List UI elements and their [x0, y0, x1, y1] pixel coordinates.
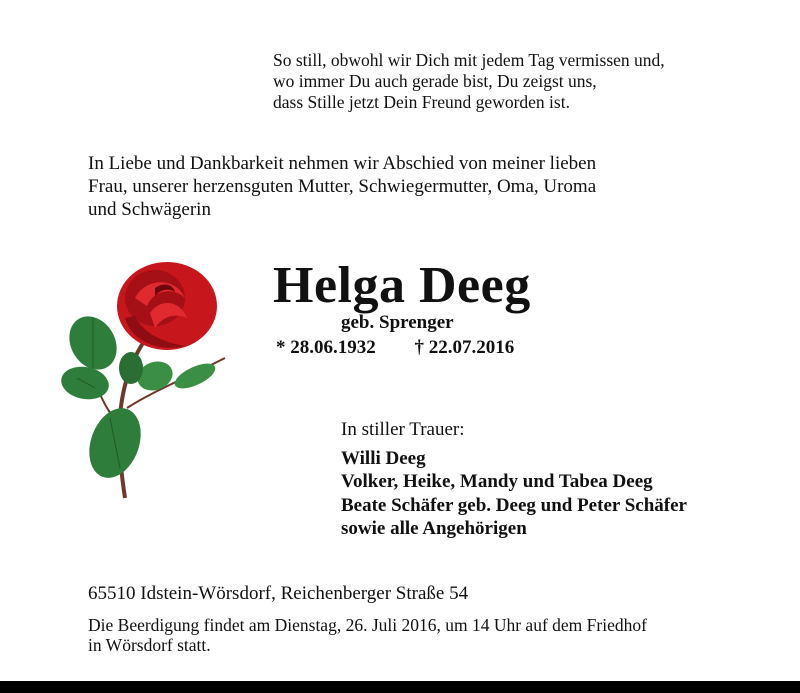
mourner-name: Volker, Heike, Mandy und Tabea Deeg [341, 471, 653, 492]
intro-line: In Liebe und Dankbarkeit nehmen wir Abschied von meiner lieben [88, 153, 597, 174]
mourner-name: sowie alle Angehörigen [341, 518, 527, 539]
poem [273, 50, 665, 113]
poem-line: So still, obwohl wir Dich mit jedem Tag vermissen und, [273, 50, 665, 70]
intro-line: und Schwägerin [88, 199, 211, 220]
mourner-name: Willi Deeg [341, 447, 426, 469]
funeral-line: in Wörsdorf statt. [88, 635, 211, 655]
mourners-block [341, 418, 687, 541]
poem-line: wo immer Du auch gerade bist, Du zeigst uns, [273, 71, 597, 91]
intro-line: Frau, unserer herzensguten Mutter, Schwiegermutter, Oma, Uroma [88, 176, 597, 197]
deceased-name: Helga Deeg [273, 257, 531, 314]
death-date: † 22.07.2016 [414, 337, 515, 358]
funeral-line: Die Beerdigung findet am Dienstag, 26. Juli 2016, um 14 Uhr auf dem Friedhof [88, 615, 647, 635]
funeral-info [88, 615, 647, 655]
mourners-names [341, 447, 687, 541]
mourners-heading: In stiller Trauer: [341, 419, 465, 440]
birth-date: * 28.06.1932 [276, 337, 376, 358]
mourner-name: Beate Schäfer geb. Deeg und Peter Schäfer [341, 494, 687, 516]
intro-text [88, 152, 596, 221]
red-rose-icon [55, 258, 235, 503]
family-address: 65510 Idstein-Wörsdorf, Reichenberger Straße 54 [88, 583, 469, 604]
poem-line: dass Stille jetzt Dein Freund geworden ist. [273, 92, 570, 112]
maiden-name: geb. Sprenger [341, 312, 454, 333]
life-dates [276, 337, 514, 359]
